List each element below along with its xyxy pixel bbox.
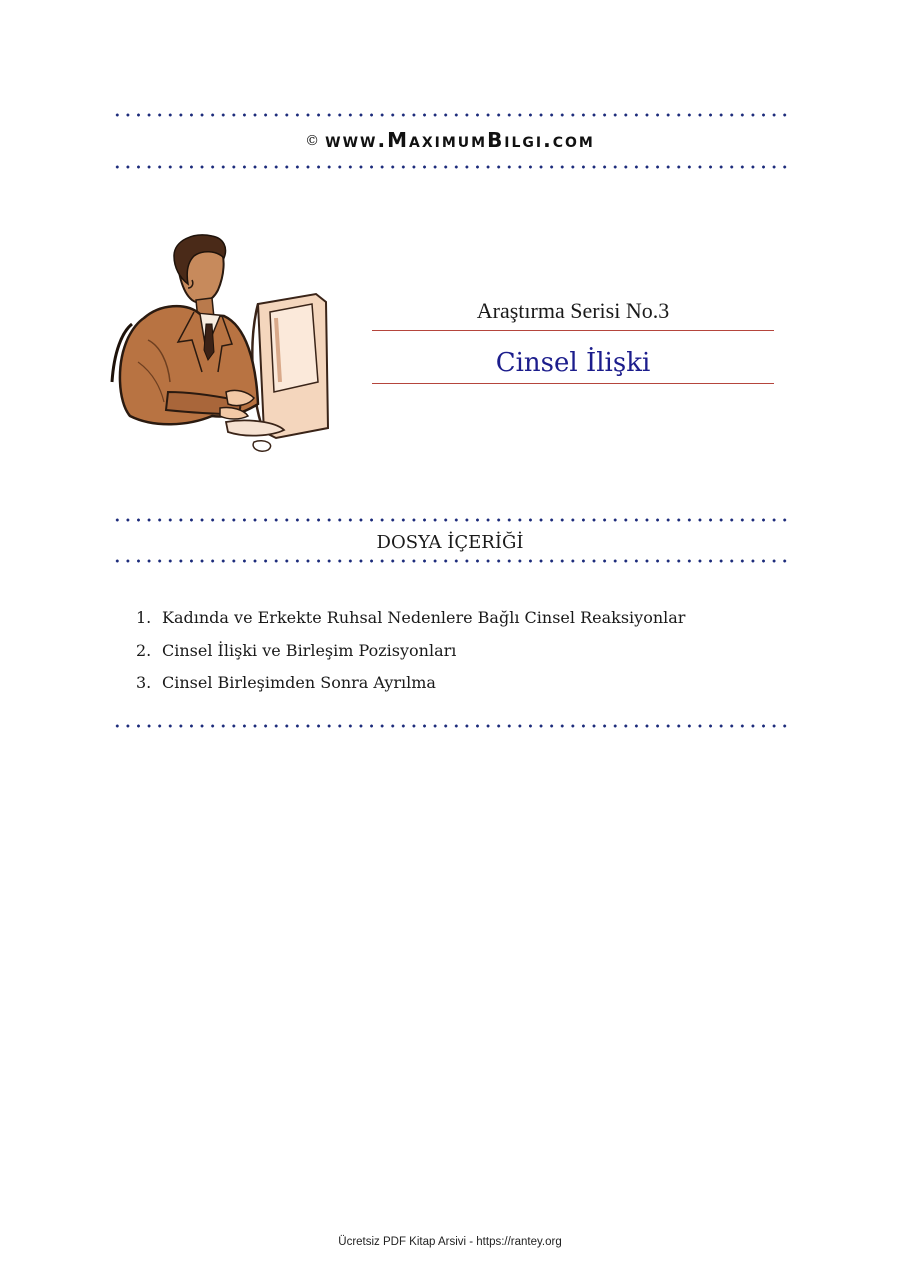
toc-item xyxy=(136,667,685,700)
site-suffix: .com xyxy=(543,128,595,152)
site-name-part1: Maximum xyxy=(387,128,488,152)
toc-item-number: 1. xyxy=(136,608,152,627)
footer-text: Ücretsiz PDF Kitap Arsivi - https://rantey.org xyxy=(338,1236,562,1248)
dotted-divider-top xyxy=(112,113,790,117)
site-name-part2: Bilgi xyxy=(487,128,544,152)
dotted-divider-contents-end xyxy=(112,724,790,728)
dotted-divider-header-bottom xyxy=(112,165,790,169)
series-underline xyxy=(372,330,774,331)
toc-item xyxy=(136,602,685,635)
toc-item-text: Kadında ve Erkekte Ruhsal Nedenlere Bağlı Cinsel Reaksiyonlar xyxy=(162,608,686,627)
toc-item-text: Cinsel Birleşimden Sonra Ayrılma xyxy=(162,673,436,692)
copyright-symbol: © xyxy=(305,133,320,149)
site-banner xyxy=(0,128,900,152)
dotted-divider-contents-bottom xyxy=(112,559,790,563)
toc-item-text: Cinsel İlişki ve Birleşim Pozisyonları xyxy=(162,640,457,660)
businessman-computer-illustration xyxy=(108,232,332,454)
toc-item-number: 3. xyxy=(136,673,152,692)
site-prefix: www. xyxy=(325,128,388,152)
series-label: Araştırma Serisi No.3 xyxy=(476,298,670,323)
contents-heading: DOSYA İÇERİĞİ xyxy=(376,532,524,553)
dotted-divider-contents-top xyxy=(112,518,790,522)
table-of-contents xyxy=(136,602,685,700)
toc-item xyxy=(136,635,685,668)
document-title: Cinsel İlişki xyxy=(495,348,651,378)
toc-item-number: 2. xyxy=(136,640,152,660)
title-underline xyxy=(372,383,774,384)
